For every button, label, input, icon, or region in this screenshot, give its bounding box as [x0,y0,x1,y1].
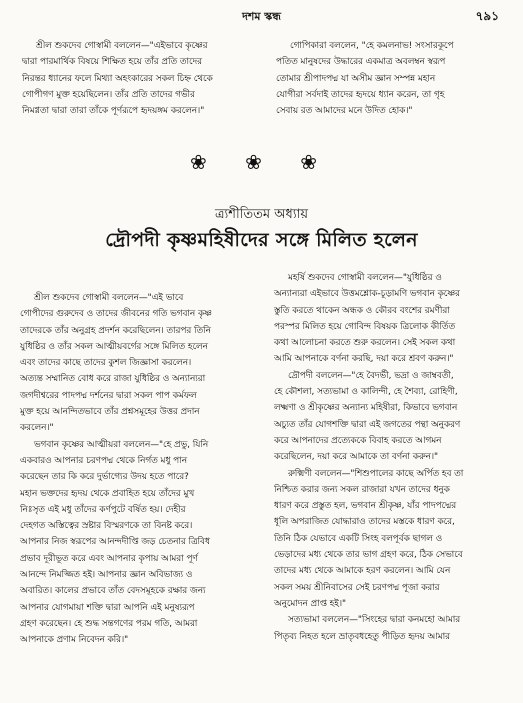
text-line: আপনার নিজ স্বরূপের আনন্দদীপ্তি জড় চেতনার ত্রিবিধ [20,537,210,548]
text-line: পরস্পর মিলিত হয়ে গোবিন্দ বিষয়ক ত্রিলোক কীর্তিত [274,321,456,332]
running-head: দশম স্কন্ধ [242,10,281,23]
text-line: দ্রৌপদী বললেন—"হে বৈদর্ভী, ভদ্রা ও জাম্ববতী, [288,370,454,381]
text-line: অত্যন্ত সম্মানিত বোধ করে রাজা যুধিষ্ঠির ও অন্যান্যরা [20,374,206,385]
top-right-column [276,38,502,119]
text-line: শ্রীল শুকদেব গোস্বামী বললেন—"এই ভাবে [34,293,184,303]
text-line: আমি আপনাকে বর্ণনা করছি, দয়া করে শ্রবণ করুন।" [274,354,454,365]
text-line: মহান ভক্তদের হৃদয় থেকে প্রবাহিত হয়ে তাঁদের মুখ [20,488,195,499]
text-line: সেবায় রত আমাদের মনে উদিত হোক।" [276,106,413,117]
text-line: রুক্মিণী বললেন—"শিশুপালের কাছে অর্পিত হব তা [288,468,464,479]
text-line: নিরন্তর ধ্যানের ফলে মিথ্যা অহংকারের সকল চিহ্ন থেকে [22,73,213,84]
text-line: লক্ষ্মণা ও শ্রীকৃষ্ণের অন্যান্য মহিষীরা, কিভাবে ভগবান [274,403,458,414]
page-number: ৭৯১ [475,9,499,23]
text-line: আপনার যোগমায়া শক্তি দ্বারা আপনি এই মনুষ্যরূপ [20,602,195,613]
text-line: গোপীগণ মুক্ত হয়েছিলেন। তাঁর প্রতি তাদের গভীর [22,89,195,100]
text-line: মহর্ষি শুকদেব গোস্বামী বললেন—"যুধিষ্ঠির ও [288,273,442,283]
text-line: অবারিত। কালের প্রভাবে তাঁত বেদসমূহকে রক্ষার জন্য [20,586,206,597]
text-line: তাদের মধ্য থেকে আমাকে হরণ করলেন। আমি যেন [274,566,451,577]
chapter-title: দ্রৌপদী কৃষ্ণমহিষীদের সঙ্গে মিলিত হলেন [105,229,418,251]
text-line: যুধিষ্ঠির ও তাঁর সকল আত্মীয়বর্গের সঙ্গে মিলিত হলেন [20,341,208,352]
text-line: মুক্ত হয়ে আনন্দিতভাবে তাঁর প্রশ্নসমূহের উত্তর প্রদান [20,407,200,418]
text-line: সত্যভামা বললেন—"সিংহের দ্বারা কনমহো আমার [288,615,461,626]
text-line: যোগীরা সর্বদাই তাদের হৃদয়ে ধ্যান করেন, তা গৃহ [276,89,445,100]
text-line: তিনি ঠিক যেভাবে একটি সিংহ বলপূর্বক ছাগল ও [274,533,443,544]
text-line: নিমগ্নতা দ্বারা তারা তাঁকে পূর্ণরূপে হৃদয়ঙ্গম করলেন।" [22,106,205,117]
text-line: অনুমোদন প্রাপ্ত হই।" [274,598,347,609]
text-line: ধূলি অপরাজিত যোদ্ধারাও তাদের মস্তকে ধারণ করে, [274,517,455,528]
text-line: দ্বারা পারমার্থিক বিষয়ে শিক্ষিত হয়ে তাঁর প্রতি তাদের [22,57,203,68]
main-right-column [274,270,504,645]
text-line: একবারও আপনার চরণপদ্ম থেকে নির্গত মধু পান [20,455,187,466]
section-ornaments: ❀ ❀ ❀ [190,150,333,174]
text-line: প্রভাব দূরীভূত করে এবং আপনার কৃপায় আমরা পূর্ণ [20,553,198,564]
text-line: শ্রীল শুকদেব গোস্বামী বললেন—"এইভাবে কৃষ্ণের [36,41,208,51]
text-line: গোপিকারা বললেন, "হে কমলনাভ! সংসারকূপে [290,41,454,51]
text-line: এবং তাদের কাছে তাদের কুশল জিজ্ঞাসা করলেন। [20,358,192,369]
text-line: হে কৌশলা, সত্যভামা ও কালিন্দী, হে শৈব্যা, রোহিণী, [274,387,458,398]
chapter-number: ত্র্যশীতিতম অধ্যায় [214,207,309,222]
page-header [0,8,523,26]
text-line: পিতৃব্য নিহত হলে ভ্রাতৃবধহেতু পীড়িত হৃদয় আমার [274,631,451,642]
text-line: সকল সময় শ্রীনিবাসের সেই চরণপদ্ম পূজা করার [274,582,440,593]
text-line: ভগবান কৃষ্ণের আত্মীয়রা বললেন—"হে প্রভু, যিনি [34,439,209,450]
text-line: নিশ্চিত করার জন্য সকল রাজারা যখন তাদের ধনুক [274,484,450,495]
text-line: গোপীদের গুরুদেব ও তাদের জীবনের গতি ভগবান কৃষ্ণ [20,309,212,320]
text-line: করে আপনাদের প্রত্যেককে বিবাহ করতে আগমন [274,435,442,446]
text-line: তোমার শ্রীপাদপদ্ম যা অসীম জ্ঞান সম্পন্ন মহান [276,73,436,84]
text-line: জগদীশ্বরের পাদপদ্ম দর্শনের দ্বারা সকল পাপ কর্মফল [20,390,197,401]
text-line: আপনাকে প্রণাম নিবেদন করি।" [20,635,129,646]
main-left-column [20,290,256,649]
text-line: অন্যান্যরা এইভাবে উত্তমশ্লোক-চূড়ামণি ভগবান কৃষ্ণের [274,289,460,300]
text-line: আনন্দে নিমজ্জিত হই। আপনার জ্ঞান অবিভাজ্য ও [20,570,193,581]
text-line: পতিত মানুষদের উদ্ধারের একমাত্র অবলম্বন স্বরূপ [276,57,446,68]
text-line: গ্রহণ করেছেন। হে শুদ্ধ সন্তগণের পরম গতি, আমরা [20,618,198,629]
text-line: ধারণ করে প্রস্তুত হল, ভগবান শ্রীকৃষ্ণ, যাঁর পাদপদ্মের [274,501,457,512]
text-line: স্তুতি করতে থাকেন অন্ধক ও কৌরব বংশের রমণীরা [274,305,450,316]
text-line: তাদেরকে তাঁর অনুগ্রহ প্রদর্শন করেছিলেন। তারপর তিনি [20,325,211,336]
text-line: করলেন।" [20,423,54,434]
text-line: নিঃসৃত এই মধু তাঁদের কর্ণপুটে বর্ষিত হয়। দেহীর [20,504,186,515]
top-left-column [22,38,254,119]
text-line: করেছিলেন, দয়া করে আমাকে তা বর্ণনা করুন।" [274,452,439,463]
text-line: দেহগত অস্তিত্বের স্রষ্টার বিস্মরণকে তা বিনষ্ট করে। [20,521,193,532]
text-line: করেছেন তার কি করে দুর্ভাগ্যের উদয় হতে পারে? [20,472,189,483]
text-line: অচ্যুত তাঁর যোগশক্তি দ্বারা এই জগতের পন্থা অনুকরণ [274,419,461,430]
text-line: কথা আলোচনা করতে শুরু করলেন। সেই সকল কথা [274,338,456,349]
text-line: ভেড়াদের মধ্য থেকে তার ভাগ গ্রহণ করে, ঠিক সেভাবে [274,550,463,561]
